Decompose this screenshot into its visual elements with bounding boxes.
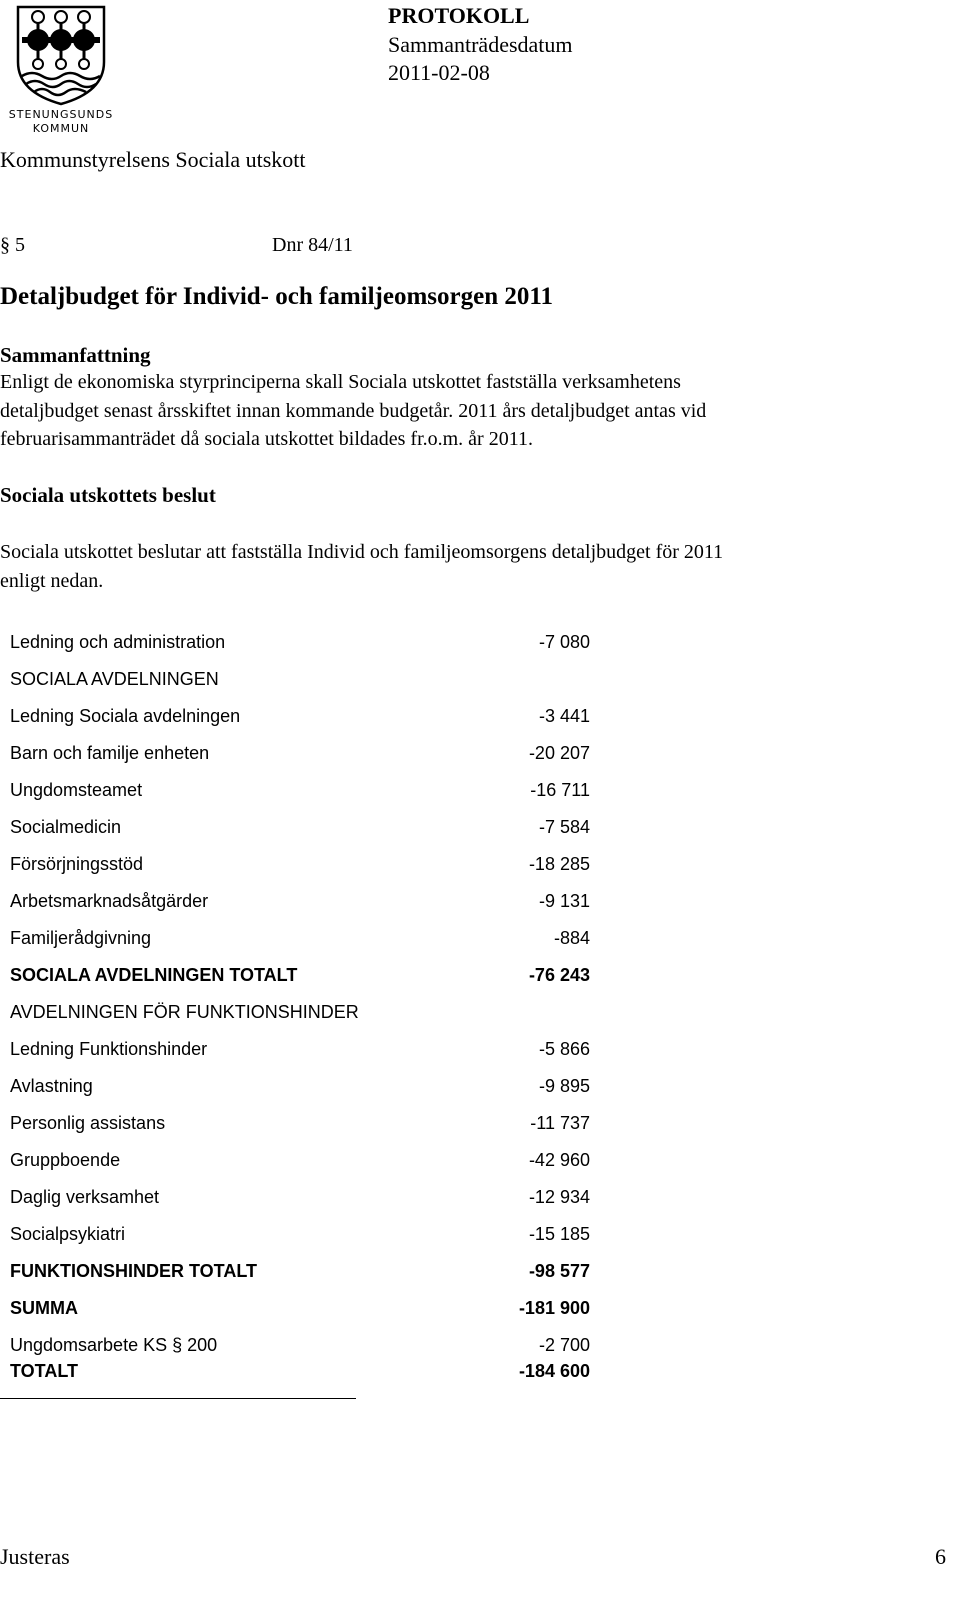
budget-value: -2 700 — [538, 1335, 590, 1355]
budget-label: SOCIALA AVDELNINGEN — [10, 669, 219, 689]
budget-row — [10, 1332, 590, 1358]
budget-label: Personlig assistans — [10, 1113, 166, 1133]
stenungsund-coat-of-arms-icon — [2, 4, 120, 108]
budget-row — [10, 1073, 590, 1110]
budget-value: -7 080 — [538, 632, 590, 652]
separator-line — [0, 1398, 356, 1399]
summary-line: februarisammanträdet då sociala utskottet bildades fr.o.m. år 2011. — [0, 428, 533, 450]
summary-heading: Sammanfattning — [0, 343, 151, 367]
budget-subtotal-row — [10, 1258, 590, 1295]
decision-text — [0, 538, 920, 595]
summary-text — [0, 368, 900, 454]
budget-label: Ledning och administration — [10, 632, 226, 652]
budget-table — [10, 629, 590, 1395]
budget-label: Ledning Sociala avdelningen — [10, 706, 241, 726]
budget-value: -15 185 — [528, 1224, 590, 1244]
logo-line-2: KOMMUN — [32, 122, 90, 135]
budget-value: -9 895 — [538, 1076, 590, 1096]
budget-sum-row — [10, 1295, 590, 1332]
budget-label: Arbetsmarknadsåtgärder — [10, 891, 209, 911]
budget-value: -181 900 — [518, 1298, 590, 1318]
budget-value: -16 711 — [530, 780, 590, 800]
budget-value: -20 207 — [528, 743, 590, 763]
budget-value: -7 584 — [538, 817, 590, 837]
budget-value: -98 577 — [528, 1261, 590, 1281]
budget-row — [10, 851, 590, 888]
budget-row — [10, 888, 590, 925]
budget-row — [10, 629, 590, 666]
summary-line: detaljbudget senast årsskiftet innan kommande budgetår. 2011 års detaljbudget antas vid — [0, 399, 707, 422]
budget-value: -42 960 — [528, 1150, 590, 1170]
budget-label: SUMMA — [10, 1298, 78, 1318]
budget-row — [10, 814, 590, 851]
budget-label: Ledning Funktionshinder — [10, 1039, 208, 1059]
budget-row — [10, 1221, 590, 1258]
budget-label: TOTALT — [10, 1361, 78, 1381]
committee-name: Kommunstyrelsens Sociala utskott — [0, 147, 306, 172]
budget-label: Daglig verksamhet — [10, 1187, 160, 1207]
budget-label: SOCIALA AVDELNINGEN TOTALT — [10, 965, 298, 985]
budget-label: Barn och familje enheten — [10, 743, 210, 763]
budget-label: Socialpsykiatri — [10, 1224, 126, 1244]
municipality-logo — [2, 4, 120, 136]
budget-value: -12 934 — [528, 1187, 590, 1207]
budget-section-header — [10, 666, 590, 703]
budget-subtotal-row — [10, 962, 590, 999]
decision-heading: Sociala utskottets beslut — [0, 483, 216, 507]
budget-row — [10, 1110, 590, 1147]
budget-value: -9 131 — [538, 891, 590, 911]
budget-label: Försörjningsstöd — [10, 854, 144, 874]
budget-label: AVDELNINGEN FÖR FUNKTIONSHINDER — [10, 1002, 359, 1022]
budget-label: Ungdomsarbete KS § 200 — [10, 1335, 218, 1355]
document-title: Detaljbudget för Individ- och familjeomsorgen 2011 — [0, 283, 553, 310]
case-number: Dnr 84/11 — [272, 234, 353, 256]
budget-row — [10, 777, 590, 814]
budget-value: -184 600 — [518, 1361, 590, 1381]
budget-label: Avlastning — [10, 1076, 93, 1096]
budget-label: FUNKTIONSHINDER TOTALT — [10, 1261, 257, 1281]
budget-label: Familjerådgivning — [10, 928, 152, 948]
budget-section-header — [10, 999, 590, 1036]
decision-line: enligt nedan. — [0, 569, 104, 592]
budget-row — [10, 740, 590, 777]
budget-total-row — [10, 1358, 590, 1395]
decision-line: Sociala utskottet beslutar att fastställa Individ och familjeomsorgens detaljbudget för 2011 — [0, 541, 724, 563]
summary-line: Enligt de ekonomiska styrprinciperna skall Sociala utskottet fastställa verksamhetens — [0, 371, 681, 393]
logo-line-1: STENUNGSUNDS — [8, 108, 114, 121]
budget-row — [10, 1036, 590, 1073]
budget-label: Gruppboende — [10, 1150, 121, 1170]
footer-justeras: Justeras — [0, 1544, 70, 1569]
page-number: 6 — [935, 1544, 946, 1569]
document-type: PROTOKOLL — [388, 3, 530, 28]
meeting-date: 2011-02-08 — [388, 60, 490, 85]
budget-value: -18 285 — [528, 854, 590, 874]
budget-value: -76 243 — [528, 965, 590, 985]
budget-row — [10, 703, 590, 740]
budget-label: Ungdomsteamet — [10, 780, 143, 800]
budget-value: -5 866 — [538, 1039, 590, 1059]
budget-row — [10, 925, 590, 962]
meeting-date-label: Sammanträdesdatum — [388, 32, 573, 57]
budget-value: -3 441 — [538, 706, 590, 726]
budget-row — [10, 1184, 590, 1221]
budget-value: -884 — [553, 928, 590, 948]
paragraph-number: § 5 — [0, 234, 25, 256]
budget-label: Socialmedicin — [10, 817, 122, 837]
budget-value: -11 737 — [530, 1113, 590, 1133]
budget-row — [10, 1147, 590, 1184]
